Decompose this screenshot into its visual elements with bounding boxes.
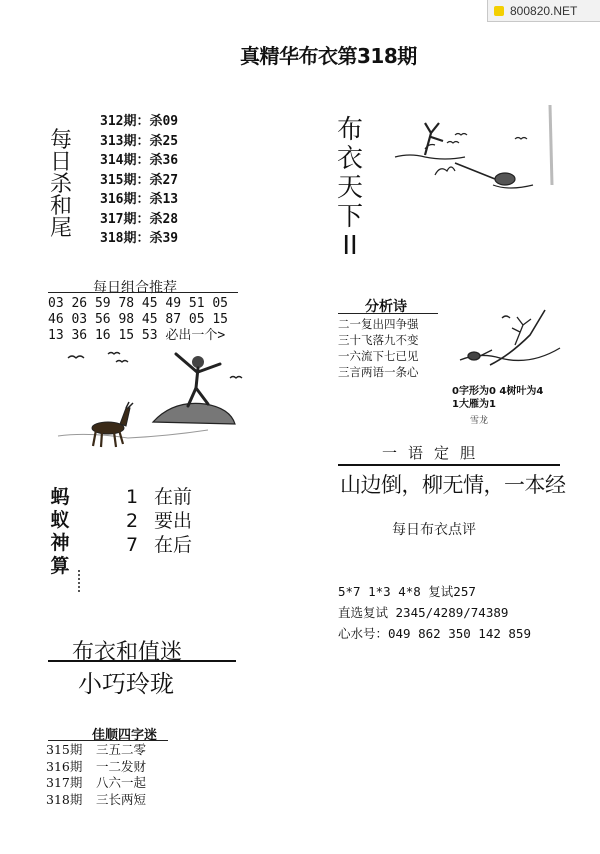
ant-calc-heading	[48, 486, 72, 578]
riddle-text: 一二发财	[96, 758, 147, 774]
daily-combo-heading: 每日组合推荐	[93, 280, 177, 296]
page-title: 真精华布衣第318期	[240, 44, 417, 68]
period-label: 315期	[46, 742, 83, 757]
ant-calc-row	[118, 482, 192, 509]
decorative-border-strip	[540, 100, 560, 190]
heading-char: 日	[49, 150, 72, 175]
list-item	[46, 775, 146, 792]
clue-signature: 雪龙	[470, 416, 489, 426]
ant-calc-row	[118, 530, 192, 557]
one-word-text: 山边倒，柳无情，一本经	[340, 473, 566, 497]
motto-line-2: 小巧玲珑	[78, 670, 174, 698]
poem-line: 二一复出四争强	[338, 317, 419, 331]
divider	[48, 660, 236, 662]
site-logo-icon	[494, 6, 504, 16]
site-badge[interactable]	[487, 0, 600, 22]
list-item: 312期：杀09	[100, 114, 179, 129]
ant-calc-text: 要出	[154, 510, 193, 532]
ant-calc-num: 1	[125, 486, 139, 508]
daily-combo-numbers	[48, 296, 228, 344]
period-label: 317期	[46, 775, 83, 790]
list-item: 318期：杀39	[100, 231, 179, 246]
dotted-mark	[78, 570, 81, 592]
heading-char: 和	[49, 194, 72, 219]
review-line: 心水号：049 862 350 142 859	[338, 626, 531, 641]
divider	[48, 740, 168, 741]
poem-line: 三言两语一条心	[338, 365, 419, 379]
heading-char: 每	[49, 128, 72, 153]
divider	[338, 313, 438, 314]
tree-on-hill-sketch	[460, 300, 560, 380]
ant-calc-row	[118, 506, 192, 533]
poem-line: 一六流下七已见	[338, 349, 419, 363]
list-item	[46, 792, 146, 809]
heading-char: 杀	[49, 172, 72, 197]
ant-calc-num: 7	[125, 534, 139, 556]
period-label: 316期	[46, 758, 83, 774]
divider	[338, 464, 560, 466]
heading-char: 下	[336, 202, 363, 232]
riddle-text: 三长两短	[96, 791, 147, 807]
buyi-tianxia-heading	[334, 116, 366, 261]
heading-char: 蚂	[50, 486, 70, 508]
heading-char: 天	[336, 173, 363, 203]
list-item	[46, 742, 146, 759]
list-item: 317期：杀28	[100, 211, 179, 227]
one-word-heading: 一语定胆	[382, 444, 487, 462]
period-label: 318期	[46, 791, 83, 807]
list-item: 315期：杀27	[100, 172, 179, 188]
riddle-text: 八六一起	[96, 775, 147, 790]
analysis-poem-heading: 分析诗	[365, 299, 407, 315]
analysis-poem-lines	[338, 316, 419, 380]
heading-char: II	[342, 231, 358, 261]
daily-kill-list	[100, 112, 178, 249]
divider	[48, 292, 238, 293]
ant-calc-text: 在前	[154, 486, 193, 508]
combo-row: 46 03 56 98 45 87 05 15	[48, 312, 229, 327]
review-line: 5*7 1*3 4*8 复试257	[338, 584, 476, 599]
list-item: 316期：杀13	[100, 192, 179, 207]
clue-line: 1大雁为1	[452, 399, 496, 410]
poem-line: 三十飞落九不变	[338, 333, 419, 347]
heading-char: 算	[50, 555, 70, 577]
review-line: 直选复试 2345/4289/74389	[338, 605, 509, 620]
clue-line: 0字形为0 4树叶为4	[452, 386, 544, 397]
heading-char: 衣	[336, 144, 363, 174]
heading-char: 神	[50, 532, 70, 554]
daily-review-lines	[338, 581, 531, 644]
heading-char: 布	[336, 115, 363, 145]
list-item: 314期：杀36	[100, 153, 179, 168]
riddle-text: 三五二零	[96, 742, 147, 757]
clue-text	[452, 385, 543, 411]
daily-review-heading: 每日布衣点评	[392, 522, 476, 538]
combo-row: 13 36 16 15 53 必出一个>	[48, 328, 226, 343]
ant-calc-num: 2	[125, 510, 139, 532]
list-item: 313期：杀25	[100, 133, 179, 149]
daily-kill-tail-heading	[48, 130, 74, 240]
combo-row: 03 26 59 78 45 49 51 05	[48, 296, 229, 311]
site-url: 800820.NET	[510, 3, 578, 18]
list-item	[46, 759, 146, 776]
man-and-deer-illustration	[48, 340, 248, 455]
heading-char: 尾	[49, 216, 72, 241]
heading-char: 蚁	[50, 509, 70, 531]
motto-line-1: 布衣和值迷	[72, 640, 183, 665]
ant-calc-text: 在后	[154, 534, 193, 556]
four-char-riddle-list	[46, 742, 146, 808]
four-char-riddle-heading: 佳顺四字迷	[92, 728, 158, 743]
